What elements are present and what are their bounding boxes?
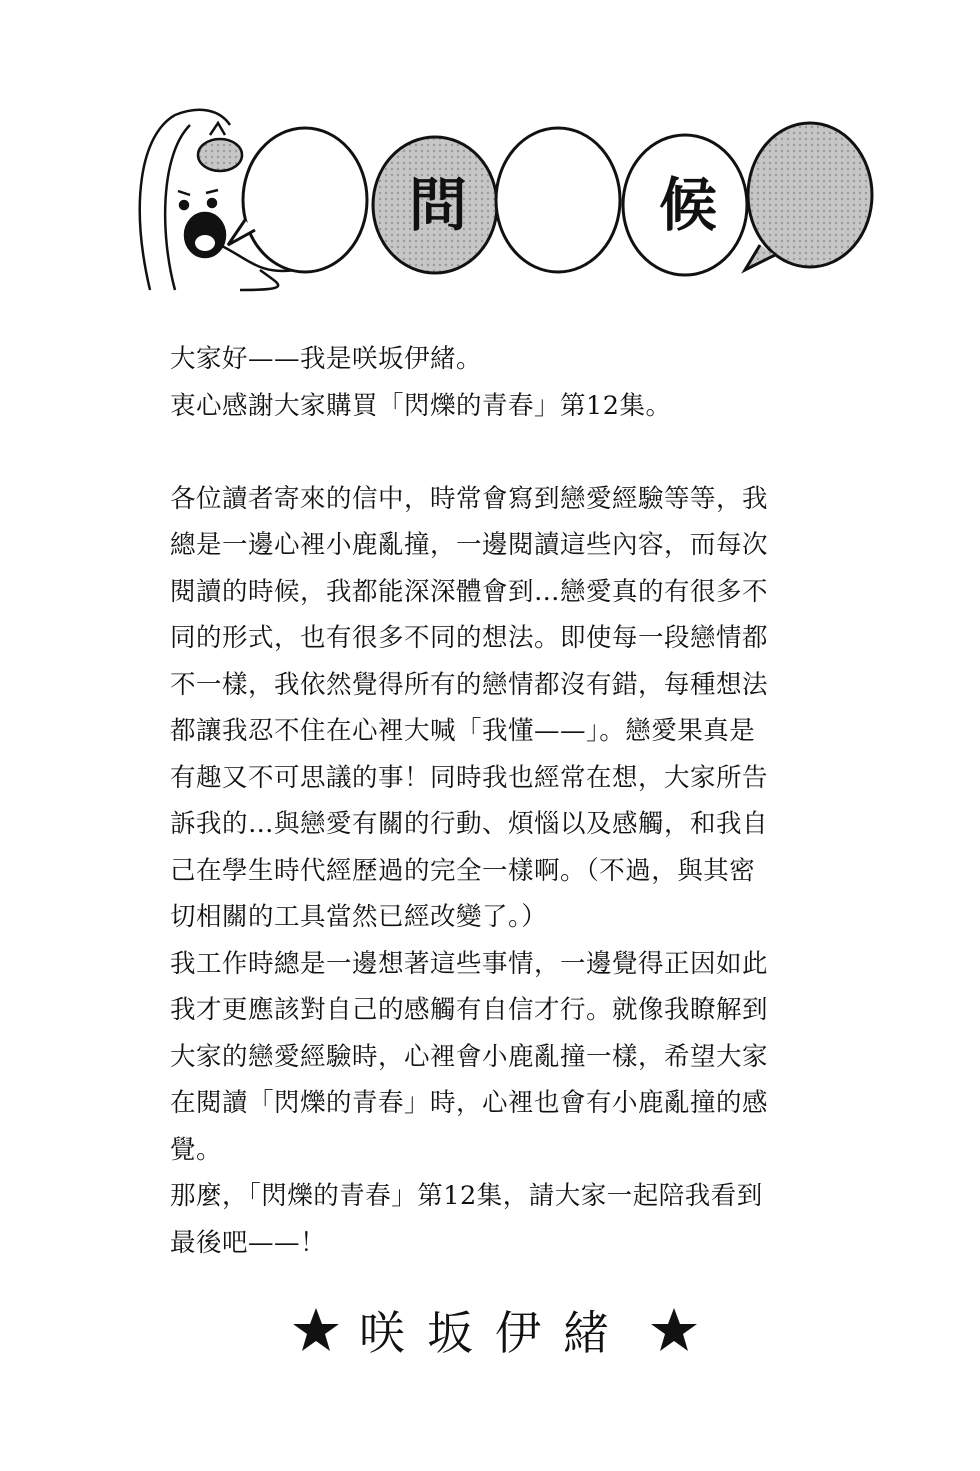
bubble-3 xyxy=(496,128,620,272)
bubble-5 xyxy=(748,123,872,267)
text-line: 不一樣，我依然覺得所有的戀情都沒有錯，每種想法 xyxy=(170,669,769,700)
paragraph-spacer xyxy=(170,429,850,476)
text-line: 各位讀者寄來的信中，時常會寫到戀愛經驗等等，我 xyxy=(170,483,769,514)
text-line: 我才更應該對自己的感觸有自信才行。就像我瞭解到 xyxy=(170,995,769,1025)
header-title-char-1: 問 xyxy=(408,171,467,239)
text-line: 都讓我忍不住在心裡大喊「我懂——」。戀愛果真是 xyxy=(170,716,756,746)
author-signature: 咲坂伊緒 xyxy=(359,1306,631,1360)
text-line: 最後吧——！ xyxy=(170,1227,327,1258)
text-line: 閱讀的時候，我都能深深體會到…戀愛真的有很多不 xyxy=(170,576,769,607)
text-line: 在閱讀「閃爍的青春」時，心裡也會有小鹿亂撞的感 xyxy=(170,1088,769,1118)
text-line: 切相關的工具當然已經改變了。） xyxy=(170,902,548,932)
text-line: 總是一邊心裡小鹿亂撞，一邊閱讀這些內容，而每次 xyxy=(170,530,769,560)
text-line: 那麼，「閃爍的青春」第12集，請大家一起陪我看到 xyxy=(170,1181,763,1211)
author-greeting-text xyxy=(170,336,850,1266)
star-icon xyxy=(291,1305,341,1355)
greeting-header-illustration xyxy=(120,95,890,305)
text-line: 有趣又不可思議的事！同時我也經常在想，大家所告 xyxy=(170,762,769,793)
text-line: 己在學生時代經歷過的完全一樣啊。（不過，與其密 xyxy=(170,855,756,886)
header-title-char-2: 候 xyxy=(658,171,717,239)
text-line: 覺。 xyxy=(170,1134,223,1165)
text-line: 同的形式，也有很多不同的想法。即使每一段戀情都 xyxy=(170,623,769,653)
bubble-1 xyxy=(243,128,367,272)
text-line: 大家好——我是咲坂伊緒。 xyxy=(170,344,483,374)
text-line: 衷心感謝大家購買「閃爍的青春」第12集。 xyxy=(170,390,672,421)
star-icon xyxy=(649,1305,699,1355)
text-line: 我工作時總是一邊想著這些事情，一邊覺得正因如此 xyxy=(170,948,769,979)
speech-bubbles xyxy=(228,123,872,275)
signature-row xyxy=(280,1290,710,1370)
text-line: 訴我的…與戀愛有關的行動、煩惱以及感觸，和我自 xyxy=(170,809,769,839)
text-line: 大家的戀愛經驗時，心裡會小鹿亂撞一樣，希望大家 xyxy=(170,1041,769,1072)
